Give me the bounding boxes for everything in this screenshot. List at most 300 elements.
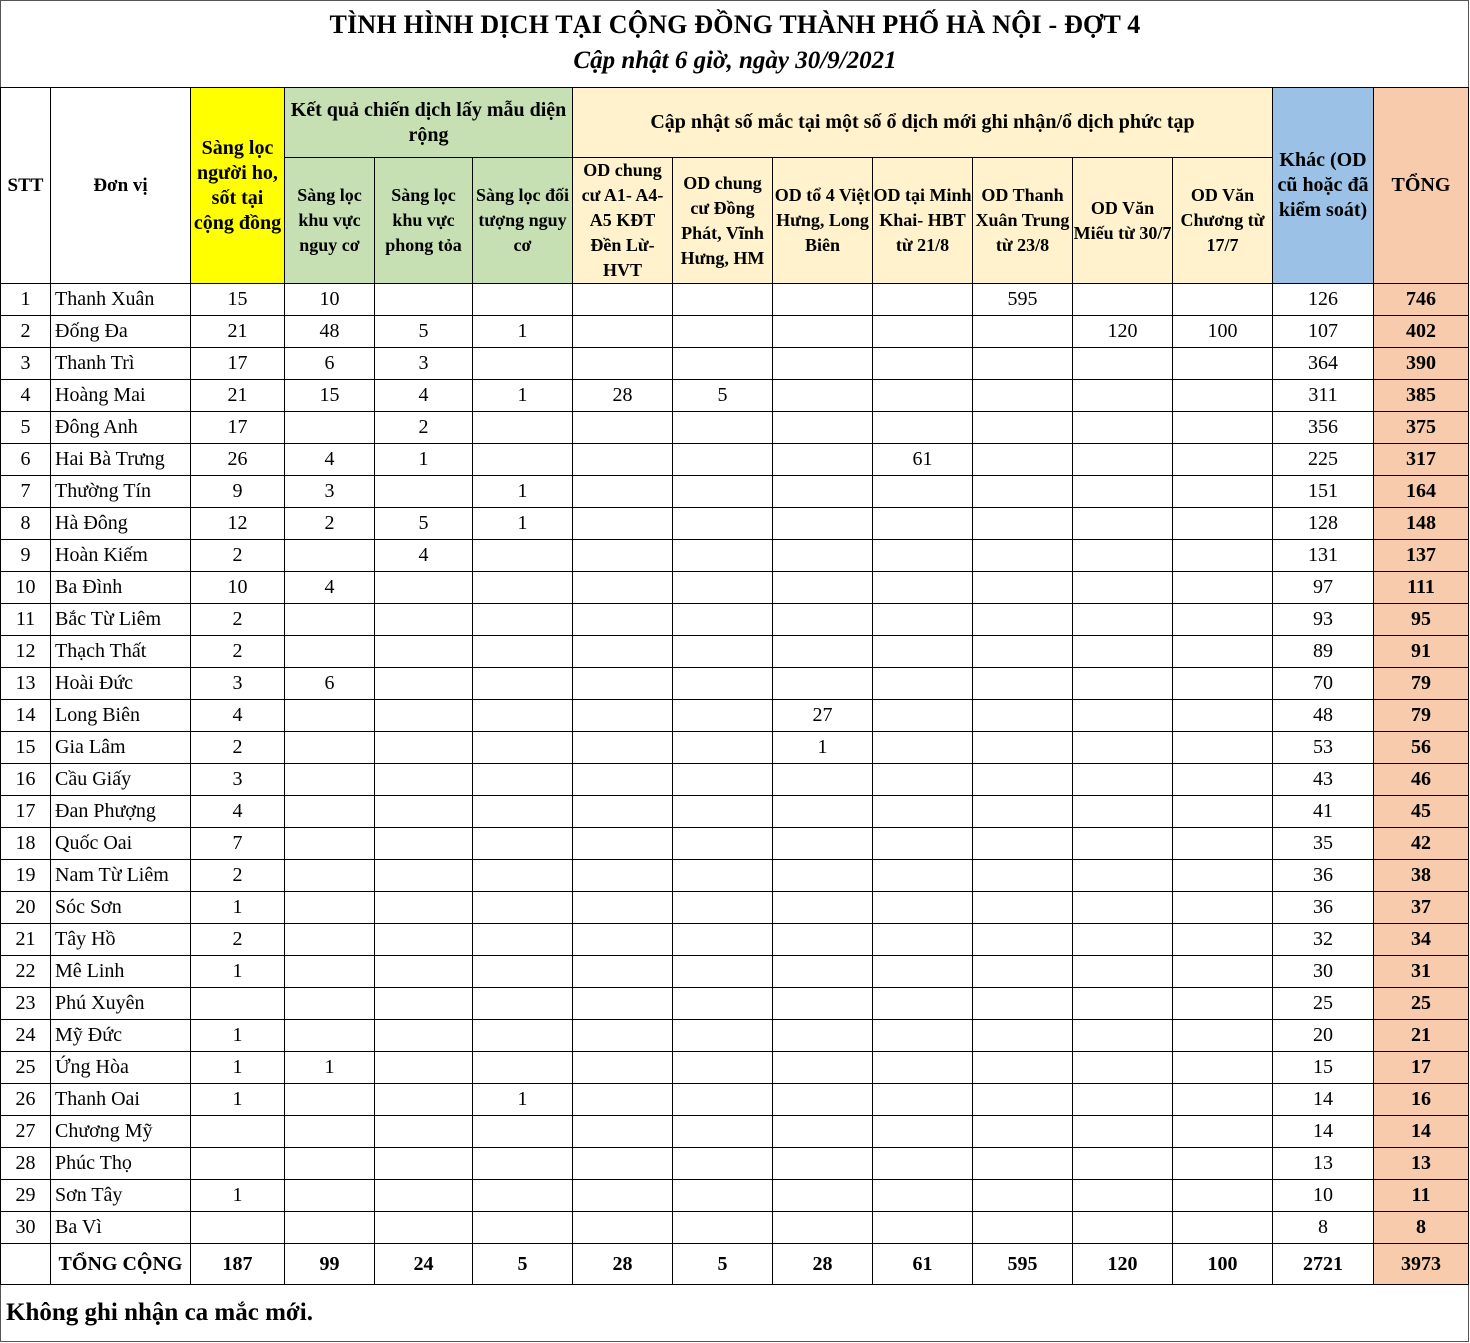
table-cell	[1173, 1212, 1273, 1244]
table-cell: 1	[191, 1180, 285, 1212]
table-cell	[673, 636, 773, 668]
table-row	[1, 1180, 1469, 1212]
table-cell	[873, 508, 973, 540]
table-cell	[573, 444, 673, 476]
table-cell	[473, 444, 573, 476]
table-cell	[473, 348, 573, 380]
table-cell	[473, 796, 573, 828]
table-cell	[673, 444, 773, 476]
total-cell: 28	[573, 1244, 673, 1285]
table-cell: 3	[285, 476, 375, 508]
table-cell: 3	[375, 348, 473, 380]
table-row	[1, 732, 1469, 764]
table-cell: 17	[191, 412, 285, 444]
table-cell	[573, 1084, 673, 1116]
table-cell	[1073, 1148, 1173, 1180]
table-cell: 2	[191, 636, 285, 668]
table-cell	[573, 956, 673, 988]
total-cell: 2721	[1273, 1244, 1374, 1285]
table-cell	[673, 732, 773, 764]
header-tong: TỔNG	[1374, 88, 1469, 284]
table-cell: 2	[191, 732, 285, 764]
table-cell	[873, 1052, 973, 1084]
row-total: 45	[1374, 796, 1469, 828]
total-cell: 187	[191, 1244, 285, 1285]
row-unit-name: Hoàn Kiếm	[51, 540, 191, 572]
row-stt: 26	[1, 1084, 51, 1116]
header-khac: Khác (OD cũ hoặc đã kiểm soát)	[1273, 88, 1374, 284]
table-cell	[573, 508, 673, 540]
table-cell: 2	[285, 508, 375, 540]
table-cell	[573, 668, 673, 700]
table-cell	[673, 892, 773, 924]
table-cell	[1073, 604, 1173, 636]
row-stt: 24	[1, 1020, 51, 1052]
table-cell	[473, 636, 573, 668]
table-cell	[973, 1020, 1073, 1052]
table-cell	[773, 316, 873, 348]
row-total: 25	[1374, 988, 1469, 1020]
header-od-van-chuong: OD Văn Chương từ 17/7	[1173, 158, 1273, 284]
table-cell	[473, 1212, 573, 1244]
table-cell	[773, 572, 873, 604]
table-cell	[673, 860, 773, 892]
table-cell	[673, 828, 773, 860]
table-cell: 5	[673, 380, 773, 412]
table-cell: 1	[191, 1020, 285, 1052]
row-total: 56	[1374, 732, 1469, 764]
table-cell	[573, 540, 673, 572]
table-cell: 1	[473, 316, 573, 348]
table-cell: 3	[191, 668, 285, 700]
table-cell	[973, 508, 1073, 540]
table-cell	[1073, 700, 1173, 732]
table-cell: 7	[191, 828, 285, 860]
table-cell	[473, 1020, 573, 1052]
table-cell: 128	[1273, 508, 1374, 540]
table-cell	[673, 988, 773, 1020]
table-row	[1, 284, 1469, 316]
table-cell	[285, 700, 375, 732]
table-cell	[573, 988, 673, 1020]
row-total: 34	[1374, 924, 1469, 956]
table-cell	[773, 444, 873, 476]
row-total: 390	[1374, 348, 1469, 380]
table-cell	[573, 476, 673, 508]
table-cell	[473, 1116, 573, 1148]
table-cell	[473, 1148, 573, 1180]
table-cell	[473, 284, 573, 316]
header-stt: STT	[1, 88, 51, 284]
row-stt: 20	[1, 892, 51, 924]
row-total: 95	[1374, 604, 1469, 636]
table-cell	[573, 924, 673, 956]
row-stt: 11	[1, 604, 51, 636]
table-row	[1, 1116, 1469, 1148]
table-cell	[873, 476, 973, 508]
table-cell	[1173, 1180, 1273, 1212]
table-cell: 4	[375, 540, 473, 572]
row-unit-name: Tây Hồ	[51, 924, 191, 956]
table-cell: 13	[1273, 1148, 1374, 1180]
table-cell: 2	[191, 540, 285, 572]
table-cell	[1173, 860, 1273, 892]
row-total: 38	[1374, 860, 1469, 892]
row-total: 8	[1374, 1212, 1469, 1244]
row-total: 16	[1374, 1084, 1469, 1116]
row-total: 11	[1374, 1180, 1469, 1212]
table-cell	[1173, 988, 1273, 1020]
table-row	[1, 348, 1469, 380]
table-cell: 2	[375, 412, 473, 444]
table-cell	[673, 764, 773, 796]
table-cell: 1	[473, 476, 573, 508]
table-cell: 2	[191, 924, 285, 956]
header-kq-khu-vuc-nguy-co: Sàng lọc khu vực nguy cơ	[285, 158, 375, 284]
row-unit-name: Hai Bà Trưng	[51, 444, 191, 476]
table-cell	[375, 1084, 473, 1116]
table-cell	[973, 924, 1073, 956]
row-total: 14	[1374, 1116, 1469, 1148]
table-cell	[873, 732, 973, 764]
row-stt: 5	[1, 412, 51, 444]
row-stt: 7	[1, 476, 51, 508]
table-row	[1, 572, 1469, 604]
table-cell	[673, 1212, 773, 1244]
row-total: 148	[1374, 508, 1469, 540]
table-cell	[473, 956, 573, 988]
table-row	[1, 796, 1469, 828]
table-cell	[773, 1020, 873, 1052]
table-cell: 595	[973, 284, 1073, 316]
table-cell	[773, 860, 873, 892]
table-cell	[573, 732, 673, 764]
page-subtitle: Cập nhật 6 giờ, ngày 30/9/2021	[573, 47, 897, 74]
table-cell	[873, 540, 973, 572]
table-cell	[773, 764, 873, 796]
table-cell	[773, 668, 873, 700]
header-cap-nhat-group: Cập nhật số mắc tại một số ổ dịch mới ghi nhận/ổ dịch phức tạp	[573, 88, 1273, 158]
row-unit-name: Bắc Từ Liêm	[51, 604, 191, 636]
table-cell	[473, 828, 573, 860]
table-cell: 61	[873, 444, 973, 476]
table-cell	[973, 444, 1073, 476]
table-cell: 1	[285, 1052, 375, 1084]
table-cell	[285, 412, 375, 444]
table-cell	[873, 1020, 973, 1052]
table-row	[1, 316, 1469, 348]
table-cell	[285, 636, 375, 668]
table-cell	[285, 1020, 375, 1052]
table-cell	[773, 796, 873, 828]
row-stt: 14	[1, 700, 51, 732]
table-cell	[375, 796, 473, 828]
table-cell: 4	[285, 444, 375, 476]
table-row	[1, 924, 1469, 956]
row-stt: 16	[1, 764, 51, 796]
table-cell	[873, 636, 973, 668]
table-row	[1, 860, 1469, 892]
table-cell	[973, 732, 1073, 764]
table-cell	[1073, 1212, 1173, 1244]
total-cell: 5	[673, 1244, 773, 1285]
table-cell	[773, 540, 873, 572]
header-don-vi: Đơn vị	[51, 88, 191, 284]
table-cell: 6	[285, 668, 375, 700]
table-cell	[573, 796, 673, 828]
table-cell	[285, 604, 375, 636]
table-cell: 14	[1273, 1116, 1374, 1148]
table-cell	[673, 1084, 773, 1116]
table-cell: 15	[191, 284, 285, 316]
table-cell: 10	[191, 572, 285, 604]
table-cell: 1	[191, 1052, 285, 1084]
table-cell	[873, 284, 973, 316]
table-cell	[1173, 1116, 1273, 1148]
table-cell: 15	[1273, 1052, 1374, 1084]
table-cell	[375, 572, 473, 604]
table-cell	[973, 604, 1073, 636]
row-unit-name: Hoài Đức	[51, 668, 191, 700]
table-cell	[1173, 732, 1273, 764]
table-cell	[1073, 572, 1173, 604]
table-cell	[973, 796, 1073, 828]
table-cell	[873, 668, 973, 700]
header-ket-qua-group: Kết quả chiến dịch lấy mẫu diện rộng	[285, 88, 573, 158]
row-stt: 15	[1, 732, 51, 764]
table-row	[1, 1084, 1469, 1116]
row-total: 13	[1374, 1148, 1469, 1180]
table-cell	[573, 892, 673, 924]
row-total: 746	[1374, 284, 1469, 316]
table-cell	[673, 476, 773, 508]
row-stt: 17	[1, 796, 51, 828]
table-cell	[973, 828, 1073, 860]
table-cell	[773, 1084, 873, 1116]
page-title: TÌNH HÌNH DỊCH TẠI CỘNG ĐỒNG THÀNH PHỐ HÀ NỘI - ĐỢT 4	[329, 10, 1141, 39]
table-cell	[473, 764, 573, 796]
table-cell: 36	[1273, 860, 1374, 892]
table-cell	[873, 1084, 973, 1116]
table-cell	[375, 1020, 473, 1052]
table-row	[1, 444, 1469, 476]
table-cell	[773, 636, 873, 668]
table-cell	[1173, 924, 1273, 956]
table-cell	[375, 700, 473, 732]
table-row	[1, 604, 1469, 636]
row-stt: 23	[1, 988, 51, 1020]
row-total: 164	[1374, 476, 1469, 508]
table-cell	[873, 1212, 973, 1244]
table-cell	[673, 604, 773, 636]
table-cell	[973, 988, 1073, 1020]
table-cell	[873, 892, 973, 924]
table-cell: 70	[1273, 668, 1374, 700]
table-cell: 53	[1273, 732, 1374, 764]
table-cell	[873, 828, 973, 860]
header-od-van-mieu: OD Văn Miếu từ 30/7	[1073, 158, 1173, 284]
table-cell	[1173, 476, 1273, 508]
table-cell	[773, 412, 873, 444]
row-total: 31	[1374, 956, 1469, 988]
total-cell: 28	[773, 1244, 873, 1285]
row-unit-name: Mê Linh	[51, 956, 191, 988]
row-total: 375	[1374, 412, 1469, 444]
table-cell	[1073, 668, 1173, 700]
table-cell	[375, 284, 473, 316]
table-cell: 1	[191, 956, 285, 988]
table-cell	[773, 348, 873, 380]
table-cell: 8	[1273, 1212, 1374, 1244]
table-cell	[285, 1116, 375, 1148]
table-cell	[573, 316, 673, 348]
table-cell	[573, 860, 673, 892]
table-cell	[1173, 284, 1273, 316]
table-cell	[973, 476, 1073, 508]
table-cell	[375, 636, 473, 668]
table-cell	[375, 1052, 473, 1084]
table-cell	[673, 348, 773, 380]
table-cell	[873, 764, 973, 796]
table-cell: 9	[191, 476, 285, 508]
table-cell: 36	[1273, 892, 1374, 924]
table-row	[1, 1212, 1469, 1244]
table-cell	[773, 1052, 873, 1084]
table-cell	[873, 316, 973, 348]
table-cell	[285, 988, 375, 1020]
table-cell: 2	[191, 860, 285, 892]
row-unit-name: Hà Đông	[51, 508, 191, 540]
row-total: 42	[1374, 828, 1469, 860]
table-cell: 151	[1273, 476, 1374, 508]
table-cell: 10	[285, 284, 375, 316]
table-cell	[973, 700, 1073, 732]
table-cell	[473, 700, 573, 732]
table-row	[1, 956, 1469, 988]
table-cell	[375, 764, 473, 796]
table-cell	[773, 380, 873, 412]
table-cell	[673, 1180, 773, 1212]
row-stt: 28	[1, 1148, 51, 1180]
table-cell: 48	[285, 316, 375, 348]
table-cell	[1073, 860, 1173, 892]
table-cell	[973, 1180, 1073, 1212]
table-cell	[285, 540, 375, 572]
table-cell: 1	[473, 508, 573, 540]
epidemic-table	[0, 87, 1469, 1285]
table-cell	[285, 1084, 375, 1116]
row-unit-name: Ứng Hòa	[51, 1052, 191, 1084]
table-cell	[873, 348, 973, 380]
row-stt: 8	[1, 508, 51, 540]
table-cell	[1073, 284, 1173, 316]
table-cell	[1073, 764, 1173, 796]
table-cell	[673, 956, 773, 988]
header-kq-doi-tuong-nguy-co: Sàng lọc đối tượng nguy cơ	[473, 158, 573, 284]
table-cell	[973, 764, 1073, 796]
table-cell	[191, 1212, 285, 1244]
table-cell: 225	[1273, 444, 1374, 476]
table-cell	[1173, 348, 1273, 380]
row-total: 21	[1374, 1020, 1469, 1052]
table-cell	[1073, 1180, 1173, 1212]
table-cell	[1173, 444, 1273, 476]
total-cell: 5	[473, 1244, 573, 1285]
table-cell	[973, 1116, 1073, 1148]
table-cell	[573, 700, 673, 732]
table-cell	[973, 316, 1073, 348]
table-cell	[1173, 796, 1273, 828]
table-cell	[1073, 380, 1173, 412]
table-cell: 21	[191, 316, 285, 348]
row-unit-name: Gia Lâm	[51, 732, 191, 764]
table-cell	[375, 988, 473, 1020]
table-cell: 126	[1273, 284, 1374, 316]
table-cell	[773, 1148, 873, 1180]
table-cell	[1073, 508, 1173, 540]
table-cell: 21	[191, 380, 285, 412]
row-unit-name: Phú Xuyên	[51, 988, 191, 1020]
row-unit-name: Sơn Tây	[51, 1180, 191, 1212]
row-stt: 22	[1, 956, 51, 988]
table-cell: 4	[191, 796, 285, 828]
table-cell	[1173, 828, 1273, 860]
table-cell	[285, 828, 375, 860]
table-cell	[473, 988, 573, 1020]
total-cell: 595	[973, 1244, 1073, 1285]
row-unit-name: Ba Đình	[51, 572, 191, 604]
table-cell	[873, 988, 973, 1020]
table-cell: 4	[375, 380, 473, 412]
table-row	[1, 636, 1469, 668]
table-cell	[673, 668, 773, 700]
table-cell	[573, 348, 673, 380]
table-cell	[673, 1148, 773, 1180]
table-cell	[375, 1148, 473, 1180]
table-row	[1, 700, 1469, 732]
table-cell	[473, 668, 573, 700]
table-cell: 1	[191, 892, 285, 924]
table-cell	[673, 316, 773, 348]
table-row	[1, 412, 1469, 444]
row-unit-name: Thanh Xuân	[51, 284, 191, 316]
table-cell	[473, 540, 573, 572]
table-cell	[873, 1180, 973, 1212]
table-cell	[285, 732, 375, 764]
table-cell	[973, 412, 1073, 444]
table-cell	[285, 956, 375, 988]
table-cell: 43	[1273, 764, 1374, 796]
table-cell: 25	[1273, 988, 1374, 1020]
table-cell	[1073, 348, 1173, 380]
table-row	[1, 668, 1469, 700]
table-cell: 17	[191, 348, 285, 380]
row-unit-name: Quốc Oai	[51, 828, 191, 860]
row-unit-name: Long Biên	[51, 700, 191, 732]
total-cell: 120	[1073, 1244, 1173, 1285]
header-od-minh-khai: OD tại Minh Khai- HBT từ 21/8	[873, 158, 973, 284]
row-unit-name: Thanh Oai	[51, 1084, 191, 1116]
table-cell: 35	[1273, 828, 1374, 860]
table-cell	[285, 764, 375, 796]
table-cell	[375, 956, 473, 988]
row-stt: 1	[1, 284, 51, 316]
table-cell	[773, 476, 873, 508]
table-cell	[1073, 636, 1173, 668]
table-cell	[1073, 476, 1173, 508]
table-cell	[1073, 540, 1173, 572]
table-cell	[1173, 412, 1273, 444]
